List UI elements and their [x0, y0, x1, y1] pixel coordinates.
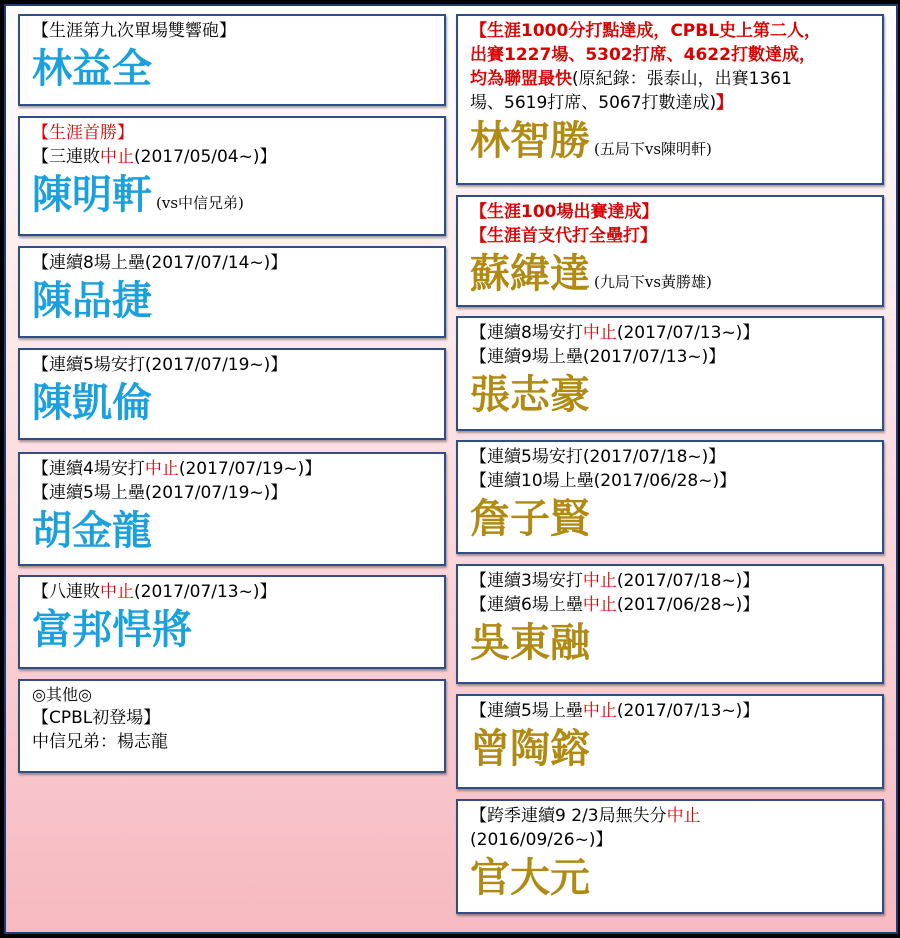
record-line [470, 593, 870, 617]
record-text: (2017/07/13~)】 [134, 582, 277, 602]
record-text: 中止 [100, 582, 134, 602]
record-line [470, 828, 870, 852]
player-name [32, 171, 432, 227]
record-line [32, 121, 432, 145]
record-text: 】 [716, 93, 734, 113]
player-name-text: 富邦悍將 [32, 607, 192, 653]
record-text: 中止 [582, 323, 617, 343]
right-card-2 [456, 195, 884, 307]
player-name [470, 250, 870, 306]
record-text: 【生涯首勝】 [32, 123, 134, 143]
player-name [32, 507, 432, 555]
record-text: (2017/07/13~)】 [616, 701, 760, 721]
right-card-1 [456, 14, 884, 185]
game-note: (vs中信兄弟) [156, 194, 244, 212]
record-text: 均為聯盟最快 [470, 69, 572, 89]
record-text: 【生涯首支代打全壘打】 [470, 226, 657, 246]
other-card [18, 679, 446, 773]
player-name [470, 619, 870, 667]
record-line [470, 804, 870, 828]
right-card-7 [456, 799, 884, 914]
record-line [470, 699, 870, 723]
player-name [470, 725, 870, 773]
other-line: 【CPBL初登場】 [32, 708, 161, 728]
record-text: 【生涯100場出賽達成】 [470, 202, 659, 222]
player-name-text: 胡金龍 [32, 508, 152, 554]
record-line [32, 19, 432, 43]
player-name-text: 林益全 [32, 46, 152, 92]
player-name [470, 495, 870, 543]
record-text: 【生涯第九次單場雙響砲】 [32, 21, 236, 41]
record-line [470, 19, 870, 43]
record-text: 【八連敗 [32, 582, 100, 602]
record-text: 【生涯1000分打點達成，CPBL史上第二人， [470, 21, 822, 41]
record-text: 中止 [582, 571, 617, 591]
record-text: 中止 [666, 806, 701, 826]
player-name-text: 曾陶鎔 [470, 726, 590, 772]
record-text: (2017/07/19~)】 [178, 459, 322, 479]
record-text: 【連續3場安打 [470, 571, 583, 591]
record-line [32, 580, 432, 604]
left-card-4 [18, 348, 446, 440]
right-card-5 [456, 564, 884, 684]
record-line [470, 224, 870, 248]
game-note: (五局下vs陳明軒) [594, 140, 712, 158]
record-text: (2016/09/26~)】 [470, 830, 613, 850]
record-text: 中止 [582, 701, 617, 721]
player-name [32, 606, 432, 654]
player-name-text: 官大元 [470, 855, 590, 901]
player-name-text: 張志豪 [470, 372, 590, 418]
record-text: (原紀錄：張泰山，出賽1361 [572, 69, 792, 89]
game-note: (九局下vs黃勝雄) [594, 273, 712, 291]
record-text: 【連續6場上壘 [470, 595, 583, 615]
record-text: 中止 [582, 595, 617, 615]
record-text: (2017/05/04~)】 [134, 147, 277, 167]
record-text: 【跨季連續9 2/3局無失分 [470, 806, 667, 826]
other-title: ◎其他◎ [32, 685, 92, 704]
player-name-text: 陳明軒 [32, 172, 152, 218]
record-text: 【連續10場上壘(2017/06/28~)】 [470, 471, 737, 491]
record-text: 中止 [144, 459, 179, 479]
record-text: 【連續4場安打 [32, 459, 145, 479]
right-card-4 [456, 440, 884, 554]
player-name [32, 277, 432, 325]
player-name-text: 吳東融 [470, 620, 590, 666]
player-name-text: 林智勝 [470, 118, 590, 164]
record-text: 【連續5場安打(2017/07/18~)】 [470, 447, 726, 467]
player-name-text: 陳凱倫 [32, 380, 152, 426]
left-card-3 [18, 246, 446, 338]
player-name-text: 蘇緯達 [470, 251, 590, 297]
record-line [470, 67, 870, 91]
left-card-1 [18, 14, 446, 106]
record-text: 中止 [100, 147, 134, 167]
record-text: 【連續5場上壘 [470, 701, 583, 721]
right-card-6 [456, 694, 884, 789]
player-name [32, 379, 432, 427]
right-card-3 [456, 316, 884, 431]
record-text: 場、5619打席、5067打數達成) [470, 93, 717, 113]
player-name [470, 371, 870, 419]
record-text: 【連續8場上壘(2017/07/14~)】 [32, 253, 288, 273]
player-name-text: 詹子賢 [470, 496, 590, 542]
record-text: 【連續5場安打(2017/07/19~)】 [32, 355, 288, 375]
record-line [470, 445, 870, 469]
record-line [32, 457, 432, 481]
record-text: 【連續9場上壘(2017/07/13~)】 [470, 347, 726, 367]
left-card-6 [18, 575, 446, 669]
record-line [470, 43, 870, 67]
record-text: 出賽1227場、5302打席、4622打數達成， [470, 45, 816, 65]
record-line [32, 251, 432, 275]
record-text: 【連續5場上壘(2017/07/19~)】 [32, 483, 288, 503]
player-name [470, 117, 870, 173]
record-text: 【連續8場安打 [470, 323, 583, 343]
player-name [32, 45, 432, 93]
record-text: (2017/07/13~)】 [616, 323, 760, 343]
record-line [470, 345, 870, 369]
player-name-text: 陳品捷 [32, 278, 152, 324]
left-card-2 [18, 116, 446, 236]
record-line [470, 91, 870, 115]
record-line [32, 481, 432, 505]
other-line: 中信兄弟：楊志龍 [32, 732, 168, 752]
record-line [470, 321, 870, 345]
record-text: 【三連敗 [32, 147, 100, 167]
player-name [470, 854, 870, 902]
record-text: (2017/07/18~)】 [616, 571, 760, 591]
record-line [470, 569, 870, 593]
record-line [32, 353, 432, 377]
record-line [470, 469, 870, 493]
record-text: (2017/06/28~)】 [616, 595, 760, 615]
left-card-5 [18, 452, 446, 566]
record-line [32, 145, 432, 169]
record-line [470, 200, 870, 224]
